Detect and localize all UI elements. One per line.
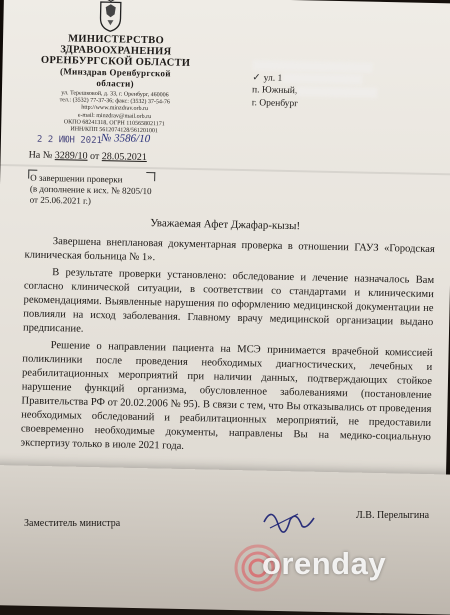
ministry-header — [39, 33, 191, 136]
ministry-name-line3: ОРЕНБУРГСКОЙ ОБЛАСТИ — [40, 54, 191, 69]
inn-line: ИНН/КПП 5612074128/561201001 — [70, 126, 158, 135]
addressee-city: г. Оренбург — [251, 97, 299, 109]
web-line: http://www.minzdrav.orb.ru — [81, 105, 149, 113]
addressee-block — [252, 59, 378, 112]
subject-line2: (в дополнение к исх. № 8205/10 — [29, 183, 152, 197]
reference-line — [29, 150, 147, 163]
ministry-name-line2: ЗДРАВООХРАНЕНИЯ — [60, 44, 172, 58]
subject-line3: от 25.06.2021 г.) — [29, 194, 92, 206]
letter-body — [20, 234, 434, 462]
redacted-street — [282, 73, 362, 85]
okpo-line: ОКПО 68241318, ОГРН 1105658021171 — [63, 119, 165, 128]
signer-name: Л.В. Перелыгина — [356, 510, 430, 521]
reference-date: 28.05.2021 — [101, 151, 147, 164]
signer-position: Заместитель министра — [24, 518, 121, 529]
handwritten-signature — [258, 500, 318, 540]
body-paragraph-1: Завершена внеплановая документарная проверка в отношении ГАУЗ «Городская клиническая больница № 1». — [24, 236, 435, 264]
letter-sheet-lower — [0, 465, 450, 615]
salutation: Уважаемая Афет Джафар-кызы! — [150, 217, 301, 233]
addressee-street: ул. 1 — [263, 72, 283, 84]
subject-line1: О завершении проверки — [30, 172, 123, 185]
outgoing-date-stamp: 2 2 ИЮН 2021 — [36, 134, 103, 147]
reference-middle: от — [87, 150, 102, 163]
email-line: e-mail: minzdrav@mail.orb.ru — [77, 112, 152, 120]
ministry-name-short: (Минздрав Оренбургской области) — [59, 66, 171, 89]
addressee-settlement: п. Южный, — [251, 85, 298, 97]
subject-block — [30, 173, 152, 209]
redacted-name — [252, 60, 372, 73]
check-mark-icon: ✓ — [252, 71, 261, 83]
outgoing-number-handwritten: № 3586/10 — [100, 132, 151, 146]
address-line: ул. Терешковой, д. 33, г. Оренбург, 460006 — [61, 90, 169, 99]
reference-prefix: На № — [28, 149, 55, 162]
body-paragraph-3: Решение о направлении пациента на МСЭ принимается врачебной комиссией поликлиники после проведения необходимых диагностических, лечебных и реабилитационных мероприятий при наличии данных, подтверждающих стойкое нарушение функций организма, обусловленное заболеваниями (постановление Правительства РФ от 20.02.2006 № 95). В связи с тем, что Вы отказывались от проведения необходимых обследований и реабилитационных мероприятий, не предоставили своевременно необходимые документы, направлены Вы на медико-социальную экспертизу только в июле 2021 года. — [20, 340, 433, 452]
body-paragraph-2: В результате проверки установлено: обследование и лечение назначалось Вам согласно клинической ситуации, в соответствии со стандартами и клиническими рекомендациями. Выявленные нарушения по оформлению медицинской документации не повлияли на исход заболевания. Главному врачу медицинской организации выдано предписание. — [22, 267, 435, 335]
ministry-contacts — [39, 90, 190, 136]
phone-line: тел.: (3532) 77-37-36; факс: (3532) 37-54-76 — [59, 97, 170, 106]
watermark-text: orenday — [262, 546, 387, 581]
coat-of-arms-icon — [97, 0, 124, 33]
ministry-name-line1: МИНИСТЕРСТВО — [68, 33, 165, 47]
redacted-settlement — [297, 86, 377, 98]
reference-number: 3289/10 — [54, 150, 88, 162]
